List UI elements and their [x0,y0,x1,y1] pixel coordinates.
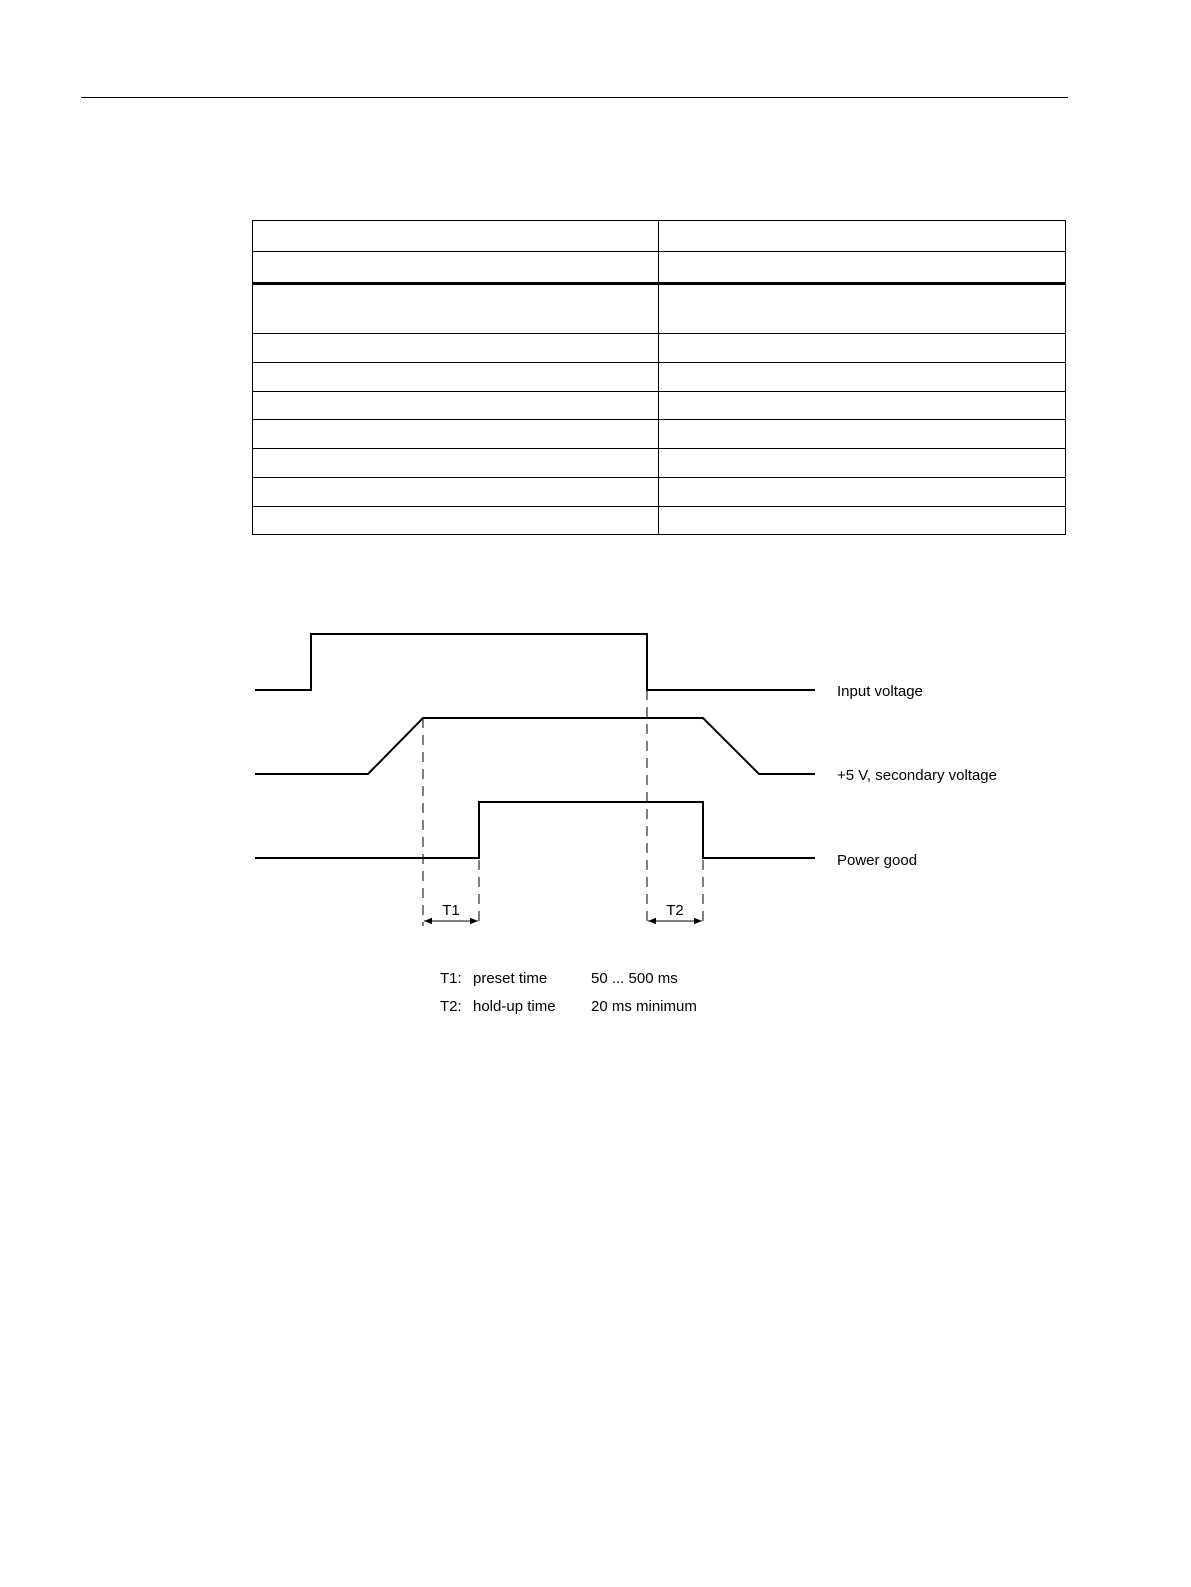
legend-key: T1: [440,970,462,987]
power-good-waveform [255,802,815,858]
legend-name: preset time [473,970,548,987]
legend-value: 20 ms minimum [591,998,697,1015]
input-voltage-waveform [255,634,815,690]
legend-value: 50 ... 500 ms [591,970,678,987]
t2-label: T2 [666,902,684,919]
legend-key: T2: [440,998,462,1015]
t1-label: T1 [442,902,460,919]
input-voltage-label: Input voltage [837,683,923,700]
secondary-voltage-label: +5 V, secondary voltage [837,767,997,784]
secondary-voltage-waveform [255,718,815,774]
power-good-label: Power good [837,852,918,869]
legend-name: hold-up time [473,998,556,1015]
